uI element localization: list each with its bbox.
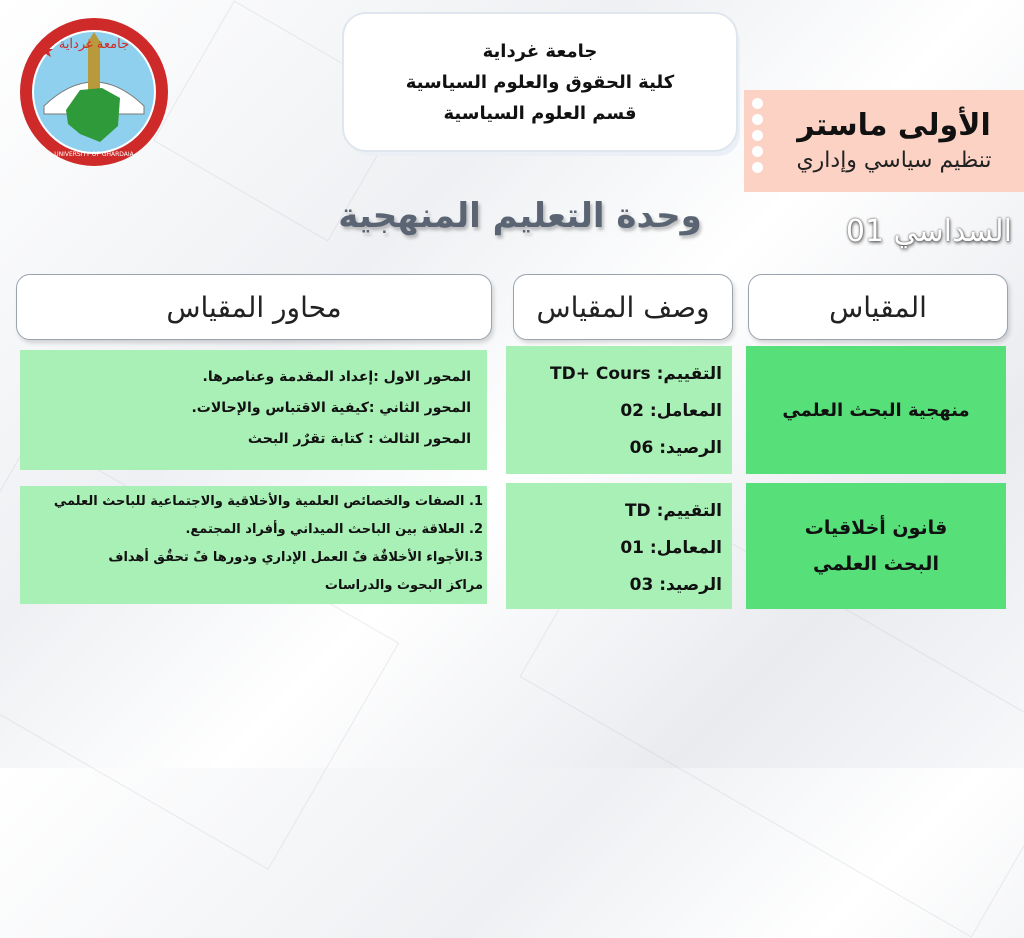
row1-axis-item: المحور الثالث : كتابة تقرٌر البحث: [247, 431, 471, 447]
row1-coefficient: المعامل: 02: [620, 401, 722, 421]
row1-credits: الرصيد: 06: [629, 438, 722, 458]
row2-axis-item: 1. الصفات والخصائص العلمية والأخلاقية والاجتماعية للباحث العلمي: [53, 494, 483, 509]
row2-credits: الرصيد: 03: [629, 575, 722, 595]
unit-title: وحدة التعليم المنهجية: [338, 196, 702, 236]
row1-evaluation: التقييم: TD+ Cours: [550, 364, 722, 384]
row2-axis-item: 2. العلاقة بين الباحث الميداني وأفراد المجتمع.: [185, 522, 483, 537]
row1-axis-item: المحور الاول :إعداد المقدمة وعناصرها.: [202, 369, 471, 385]
logo-arabic-text: جامعة غرداية: [58, 37, 130, 52]
row2-axis-item: 3.الأجواء الأخلاقٌة فً العمل الإداري ودورها فً تحقٌق أهداف: [108, 550, 483, 565]
column-header-module: المقياس: [748, 274, 1008, 340]
program-level: الأولى ماستر: [797, 108, 991, 143]
row2-axis-item: مراكز البحوث والدراسات: [324, 578, 483, 593]
program-name: تنظيم سياسي وإداري: [796, 148, 992, 173]
faculty-name: كلية الحقوق والعلوم السياسية: [405, 71, 675, 93]
program-badge: [744, 90, 1024, 192]
semester-title: السداسي 01: [845, 214, 1012, 249]
column-header-axes: محاور المقياس: [16, 274, 492, 340]
logo-latin-text: UNIVERSITY OF GHARDAIA: [54, 151, 134, 158]
row2-axes: [20, 486, 487, 604]
department-name: قسم العلوم السياسية: [443, 102, 637, 124]
badge-dots: [750, 98, 766, 178]
university-name: جامعة غرداية: [482, 40, 598, 62]
row1-description: [506, 346, 732, 474]
row2-module-name: قانون أخلاقيات البحث العلمي: [746, 483, 1006, 609]
row2-coefficient: المعامل: 01: [620, 538, 722, 558]
row1-axis-item: المحور الثاني :كيفية الاقتباس والإحالات.: [191, 400, 471, 416]
row2-evaluation: التقييم: TD: [624, 501, 722, 521]
header-card: [344, 14, 736, 150]
row1-axes: [20, 350, 487, 470]
university-logo: [20, 18, 168, 166]
row1-module-name: منهجية البحث العلمي: [746, 346, 1006, 474]
column-header-description: وصف المقياس: [513, 274, 733, 340]
row2-description: [506, 483, 732, 609]
